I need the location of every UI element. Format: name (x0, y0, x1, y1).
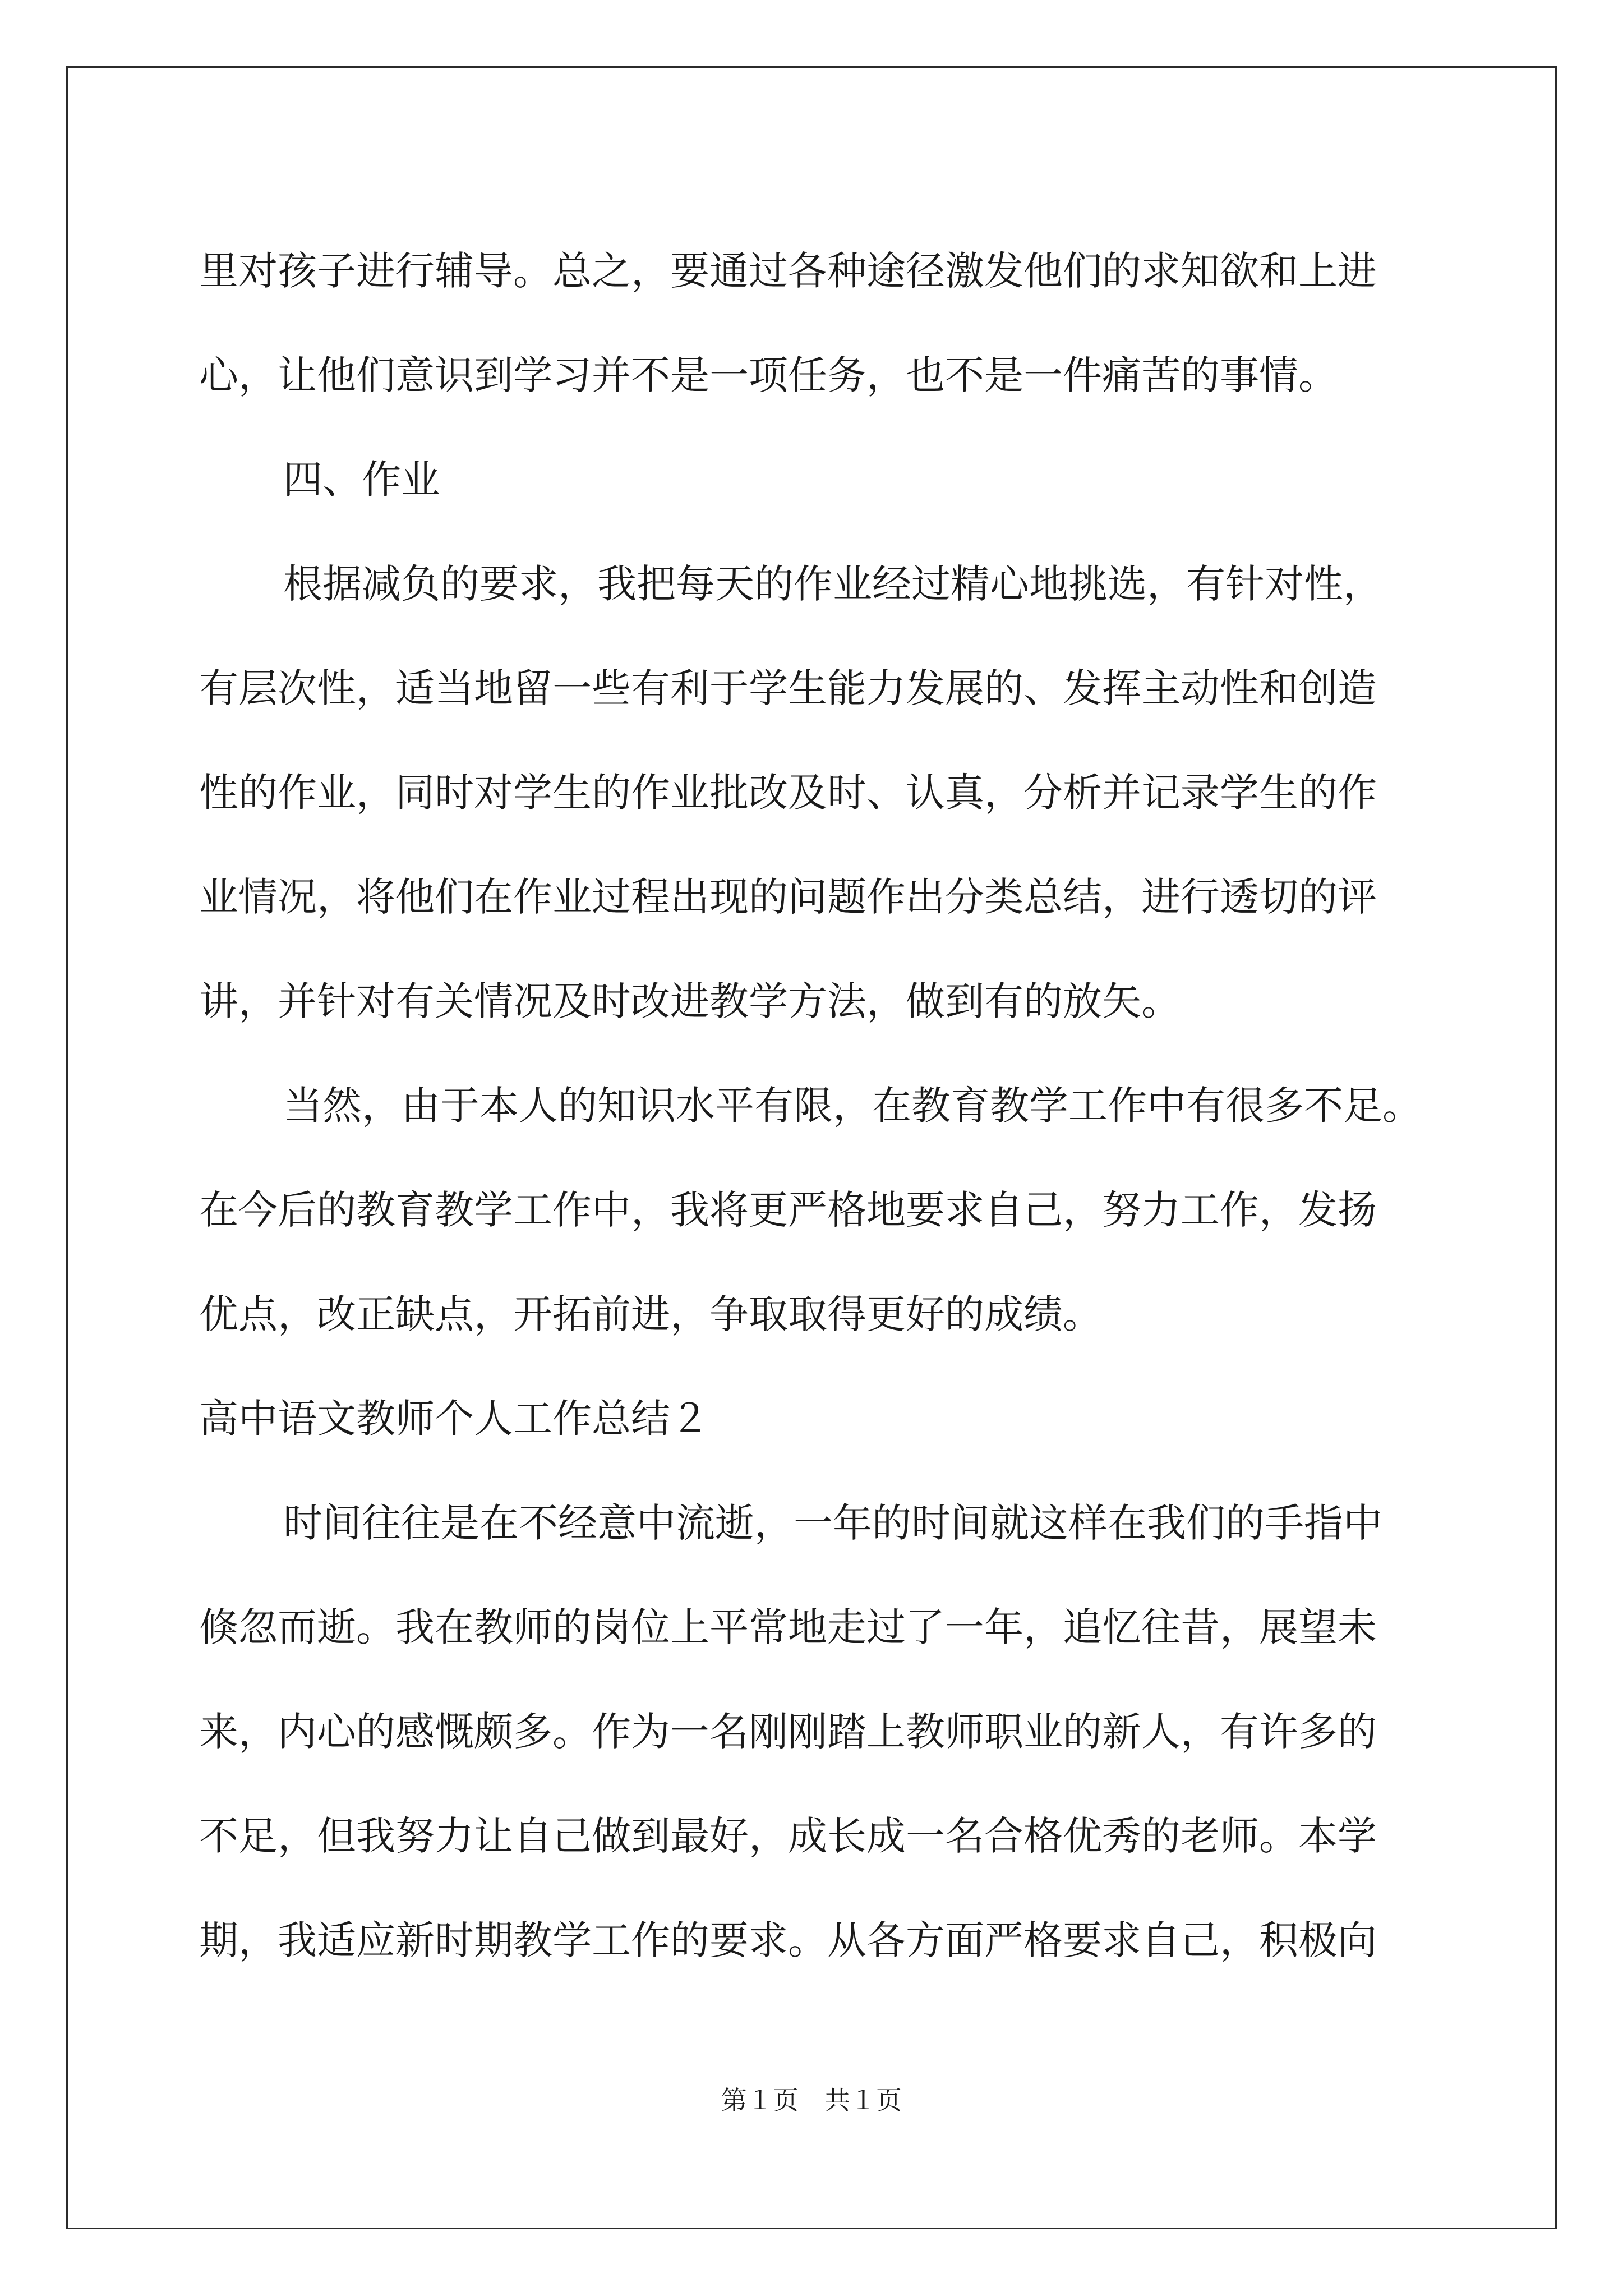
text-line: 性的作业，同时对学生的作业批改及时、认真，分析并记录学生的作 (199, 770, 1377, 816)
text-line: 里对孩子进行辅导。总之，要通过各种途径激发他们的求知欲和上进 (199, 248, 1377, 294)
text-line: 心，让他们意识到学习并不是一项任务，也不是一件痛苦的事情。 (199, 352, 1338, 398)
text-line: 讲，并针对有关情况及时改进教学方法，做到有的放矢。 (199, 978, 1181, 1024)
text-line: 期，我适应新时期教学工作的要求。从各方面严格要求自己，积极向 (199, 1917, 1377, 1963)
text-line: 不足，但我努力让自己做到最好，成长成一名合格优秀的老师。本学 (199, 1813, 1377, 1859)
text-line: 业情况，将他们在作业过程出现的问题作出分类总结，进行透切的评 (199, 874, 1377, 920)
text-line: 倏忽而逝。我在教师的岗位上平常地走过了一年，追忆往昔，展望未 (199, 1604, 1377, 1650)
section-heading: 四、作业 (283, 457, 440, 503)
text-line: 有层次性，适当地留一些有利于学生能力发展的、发挥主动性和创造 (199, 665, 1377, 711)
paragraph-start: 根据减负的要求，我把每天的作业经过精心地挑选，有针对性， (283, 561, 1382, 607)
document-title: 高中语文教师个人工作总结２ (199, 1396, 709, 1442)
text-line: 在今后的教育教学工作中，我将更严格地要求自己，努力工作，发扬 (199, 1187, 1377, 1233)
paragraph-start: 当然，由于本人的知识水平有限，在教育教学工作中有很多不足。 (283, 1083, 1422, 1129)
paragraph-start: 时间往往是在不经意中流逝，一年的时间就这样在我们的手指中 (283, 1500, 1382, 1546)
document-body (199, 219, 1433, 1993)
text-line: 来，内心的感慨颇多。作为一名刚刚踏上教师职业的新人，有许多的 (199, 1709, 1377, 1755)
page-number-footer: 第１页 共１页 (721, 2085, 902, 2115)
text-line: 优点，改正缺点，开拓前进，争取取得更好的成绩。 (199, 1291, 1102, 1337)
